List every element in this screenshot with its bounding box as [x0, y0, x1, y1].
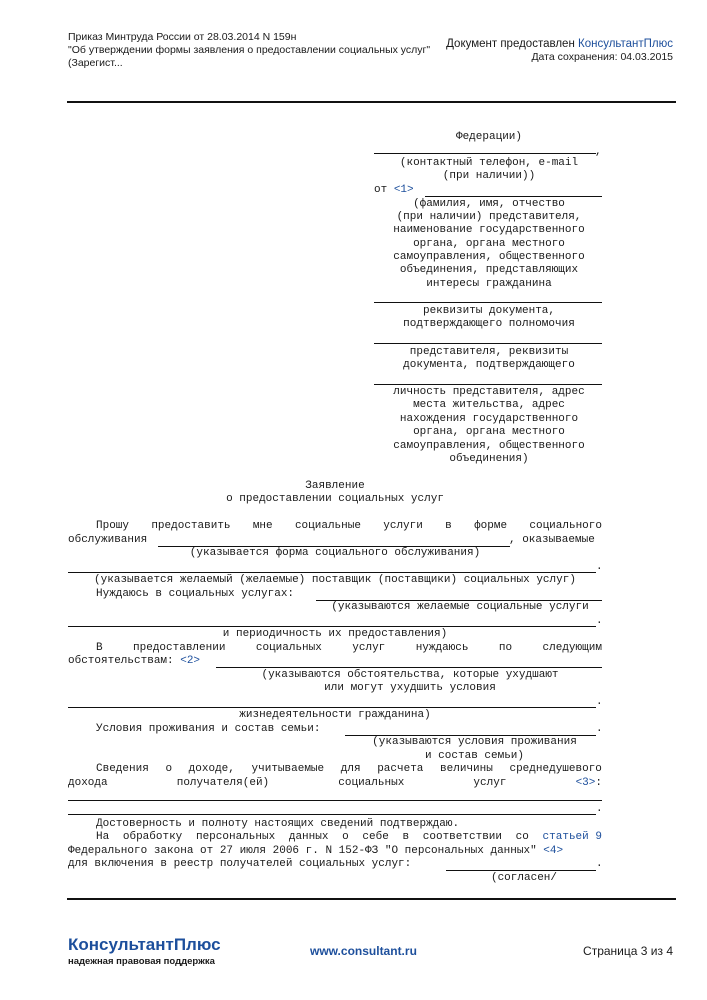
- circumstances-label: [68, 655, 200, 667]
- requisites-hint: объединения): [449, 453, 529, 465]
- requisites-hint: органа, органа местного: [413, 426, 565, 438]
- word: доходе,: [188, 763, 235, 775]
- requisites-hint: представителя, реквизиты: [409, 346, 569, 358]
- save-date: Дата сохранения: 04.03.2015: [531, 51, 673, 63]
- website-link[interactable]: www.consultant.ru: [310, 944, 417, 958]
- word: нуждаюсь: [415, 642, 469, 654]
- word: предоставлении: [133, 642, 226, 654]
- word: для: [340, 763, 361, 775]
- rep-hint: объединения, представляющих: [399, 264, 579, 276]
- law-text: Федерального закона от 27 июля 2006 г. N 152-ФЗ "О персональных данных": [68, 845, 537, 857]
- circumstances-hint: (указываются обстоятельства, которые ухудшают: [261, 669, 559, 681]
- living-hint: (указываются условия проживания: [372, 736, 577, 748]
- life-hint: жизнедеятельности гражданина): [239, 709, 431, 721]
- fill-line: [374, 343, 602, 344]
- word: услуг: [473, 777, 507, 789]
- header-divider: [67, 101, 676, 103]
- footnote-link-2[interactable]: <2>: [180, 655, 201, 667]
- contact-hint: (при наличии)): [442, 170, 536, 182]
- word: предоставить: [151, 520, 231, 532]
- requisites-hint: нахождения государственного: [399, 413, 579, 425]
- period: .: [596, 858, 603, 870]
- circumstances-field[interactable]: [216, 667, 602, 668]
- rep-hint: интересы гражданина: [426, 278, 552, 290]
- circumstances-hint: или могут ухудшить условия: [324, 682, 496, 694]
- period: .: [596, 696, 603, 708]
- word: по: [498, 642, 513, 654]
- income-field-2[interactable]: [68, 814, 596, 815]
- living-label: Условия проживания и состав семьи:: [96, 723, 321, 735]
- logo-tagline: надежная правовая поддержка: [68, 956, 215, 967]
- rep-hint: органа, органа местного: [413, 238, 565, 250]
- word: Прошу: [96, 520, 130, 532]
- word: следующим: [542, 642, 602, 654]
- federation-text: Федерации): [455, 131, 522, 143]
- header-doc-title: [68, 31, 448, 70]
- document-subtitle: о предоставлении социальных услуг: [226, 493, 444, 505]
- rep-hint: (фамилия, имя, отчество: [413, 198, 565, 210]
- consent-hint: (согласен/: [490, 872, 557, 884]
- provided-by-text: , оказываемые: [509, 534, 595, 546]
- provider-hint: (указывается желаемый (желаемые) поставщик (поставщики) социальных услуг): [94, 574, 576, 586]
- fill-line: [374, 302, 602, 303]
- fill-line: [374, 384, 602, 385]
- header-title-line: (Зарегист...: [68, 57, 123, 69]
- fill-line: [374, 153, 596, 154]
- word: в: [402, 831, 410, 843]
- word: о: [342, 831, 349, 843]
- footer-divider: [67, 898, 676, 900]
- period: .: [596, 615, 603, 627]
- services-field-2[interactable]: [68, 626, 596, 627]
- word: социального: [529, 520, 602, 532]
- footnote-link-1[interactable]: <1>: [393, 184, 414, 196]
- word: социальных: [255, 642, 322, 654]
- law-reference: [68, 845, 563, 857]
- income-line-2: [68, 777, 602, 789]
- period: .: [596, 561, 603, 573]
- word: В: [96, 642, 103, 654]
- living-hint: и состав семьи): [424, 750, 525, 762]
- requisites-hint: места жительства, адрес: [413, 399, 565, 411]
- consultant-logo[interactable]: КонсультантПлюс: [68, 935, 221, 954]
- word: социальных: [338, 777, 405, 789]
- service-form-hint: (указывается форма социального обслуживания): [189, 547, 481, 559]
- word: мне: [252, 520, 273, 532]
- registry-label: для включения в реестр получателей социальных услуг:: [68, 858, 412, 870]
- circumstances-field-2[interactable]: [68, 707, 596, 708]
- provider-field[interactable]: [68, 572, 596, 573]
- word: в: [445, 520, 452, 532]
- word: На: [96, 831, 110, 843]
- word: учитываемые: [251, 763, 325, 775]
- from-text: от: [374, 184, 394, 196]
- provided-by: [446, 38, 673, 51]
- service-form-label: обслуживания: [68, 534, 148, 546]
- word: персональных: [195, 831, 276, 843]
- period: .: [596, 723, 603, 735]
- word: обработку: [122, 831, 183, 843]
- requisites-hint: самоуправления, общественного: [393, 440, 585, 452]
- circumstances-text: обстоятельствам:: [68, 655, 174, 667]
- request-line: [96, 520, 602, 532]
- rep-hint: наименование государственного: [393, 224, 585, 236]
- provided-by-text: Документ предоставлен: [446, 38, 578, 50]
- word: соответствии: [422, 831, 502, 843]
- document-title: Заявление: [305, 480, 365, 492]
- word: услуг: [352, 642, 386, 654]
- word: о: [165, 763, 173, 775]
- word: услуги: [383, 520, 423, 532]
- requisites-hint: личность представителя, адрес: [393, 386, 585, 398]
- income-field[interactable]: [68, 800, 602, 801]
- requisites-hint: реквизиты документа,: [422, 305, 556, 317]
- income-line: [96, 763, 602, 775]
- footnote-link-3[interactable]: <3>: [575, 777, 596, 789]
- word: социальные: [294, 520, 361, 532]
- rep-hint: (при наличии) представителя,: [396, 211, 582, 223]
- header-title-line: "Об утверждении формы заявления о предоставлении социальных услуг": [68, 44, 431, 56]
- fill-line: [425, 196, 602, 197]
- word: форме: [474, 520, 508, 532]
- word: величины: [440, 763, 493, 775]
- law-article-link[interactable]: статьей 9: [542, 831, 602, 843]
- periodicity-hint: и периодичность их предоставления): [222, 628, 448, 640]
- word: со: [515, 831, 529, 843]
- page-number: Страница 3 из 4: [583, 944, 673, 958]
- consent-line: [96, 831, 602, 843]
- comma: ,: [595, 146, 602, 158]
- word: дохода: [68, 777, 108, 789]
- requisites-hint: документа, подтверждающего: [403, 359, 575, 371]
- footnote-link-4[interactable]: <4>: [543, 845, 564, 857]
- provided-by-brand[interactable]: КонсультантПлюс: [578, 38, 673, 50]
- header-provider-info: [446, 38, 673, 64]
- colon: :: [595, 777, 602, 789]
- need-label: Нуждаюсь в социальных услугах:: [96, 588, 295, 600]
- services-hint: (указываются желаемые социальные услуги: [331, 601, 589, 613]
- confirmation-text: Достоверность и полноту настоящих сведений подтверждаю.: [96, 818, 460, 830]
- word: расчета: [377, 763, 424, 775]
- word: Сведения: [96, 763, 149, 775]
- circumstances-line: [96, 642, 602, 654]
- rep-hint: самоуправления, общественного: [393, 251, 585, 263]
- period: .: [596, 803, 603, 815]
- requisites-hint: подтверждающего полномочия: [403, 318, 575, 330]
- header-title-line: Приказ Минтруда России от 28.03.2014 N 159н: [68, 31, 297, 43]
- word: данных: [288, 831, 329, 843]
- from-label: [374, 184, 414, 196]
- contact-hint: (контактный телефон, e-mail: [399, 157, 579, 169]
- consent-field[interactable]: [446, 870, 596, 871]
- word: получателя(ей): [176, 777, 270, 789]
- word: себе: [362, 831, 389, 843]
- word: среднедушевого: [509, 763, 602, 775]
